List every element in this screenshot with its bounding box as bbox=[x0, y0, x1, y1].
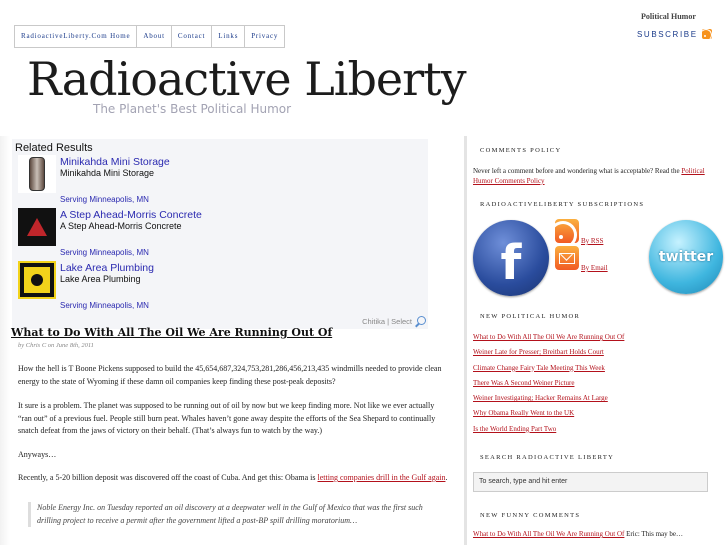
search-input[interactable]: To search, type and hit enter bbox=[473, 472, 708, 492]
humor-post-link[interactable]: Is the World Ending Part Two bbox=[473, 424, 557, 433]
logo-word-liberty: Liberty bbox=[304, 52, 466, 106]
plumbing-thumbnail[interactable] bbox=[18, 261, 56, 299]
subscribe-rss-link[interactable]: By RSS bbox=[581, 237, 604, 245]
recent-comment bbox=[473, 530, 683, 538]
result-title[interactable]: Lake Area Plumbing bbox=[60, 262, 154, 274]
humor-post-link[interactable]: Why Obama Really Went to the UK bbox=[473, 409, 575, 418]
result-title[interactable]: A Step Ahead-Morris Concrete bbox=[60, 209, 202, 221]
new-political-humor-heading: NEW POLITICAL HUMOR bbox=[480, 313, 581, 320]
storage-thumbnail[interactable] bbox=[18, 155, 56, 193]
post-paragraph: It sure is a problem. The planet was supposed to be running out of oil by now but we keep finding more. Not like we ever actually “ran out” of a previous fuel. People still burn peat. Whales haven’t gone away despite the efforts of the Sea Shepard to continually snatch defeat from the jaws of victory on their behalf. (That’s always fun to watch by the way.) bbox=[18, 401, 436, 435]
new-political-humor-list bbox=[473, 330, 624, 437]
new-funny-comments-heading: NEW FUNNY COMMENTS bbox=[480, 512, 581, 519]
email-icon[interactable] bbox=[555, 246, 579, 270]
header-tagline: Political Humor bbox=[641, 12, 696, 21]
subscribe-link[interactable] bbox=[637, 29, 712, 39]
site-logo[interactable] bbox=[27, 52, 466, 124]
comment-excerpt: Eric: This may be… bbox=[624, 530, 683, 538]
humor-post-link[interactable]: Weiner Late for Presser; Breitbart Holds Court bbox=[473, 348, 604, 357]
subscribe-email-link[interactable]: By Email bbox=[581, 264, 608, 272]
logo-word-radioactive: Radioactive bbox=[27, 52, 291, 106]
result-location[interactable]: Serving Minneapolis, MN bbox=[60, 195, 149, 204]
post-title-link[interactable]: What to Do With All The Oil We Are Running Out Of bbox=[11, 326, 333, 339]
result-description: Lake Area Plumbing bbox=[60, 274, 141, 284]
list-item bbox=[473, 391, 624, 406]
subscriptions-heading: RADIOACTIVELIBERTY SUBSCRIPTIONS bbox=[480, 201, 645, 208]
result-title[interactable]: Minikahda Mini Storage bbox=[60, 156, 170, 168]
post-text: . bbox=[445, 473, 448, 482]
nav-home-link[interactable]: RadioactiveLiberty.Com Home bbox=[15, 26, 137, 47]
related-result[interactable] bbox=[18, 155, 418, 205]
subscribe-label: SUBSCRIBE bbox=[637, 29, 698, 39]
humor-post-link[interactable]: There Was A Second Weiner Picture bbox=[473, 378, 575, 387]
facebook-icon[interactable]: f bbox=[473, 220, 549, 296]
related-results-title: Related Results bbox=[15, 142, 93, 154]
related-result[interactable] bbox=[18, 261, 418, 311]
magnifier-icon bbox=[415, 316, 426, 327]
policy-text: Never left a comment before and wondering what is acceptable? Read the bbox=[473, 167, 682, 175]
post-paragraph bbox=[18, 472, 448, 485]
comments-policy-link[interactable]: Political Humor Comments Policy bbox=[473, 167, 705, 185]
list-item bbox=[473, 361, 624, 376]
rss-icon bbox=[702, 29, 712, 39]
nav-links-link[interactable]: Links bbox=[212, 26, 245, 47]
result-location[interactable]: Serving Minneapolis, MN bbox=[60, 301, 149, 310]
post-paragraph: How the hell is T Boone Pickens supposed to build the 45,654,687,324,753,281,286,456,213,435 windmills needed to provide clean energy to the state of Wyoming if these damn oil companies keep finding these post-peak deposits? bbox=[18, 364, 442, 386]
result-location[interactable]: Serving Minneapolis, MN bbox=[60, 248, 149, 257]
nav-privacy-link[interactable]: Privacy bbox=[251, 32, 279, 40]
list-item bbox=[473, 376, 624, 391]
humor-post-link[interactable]: What to Do With All The Oil We Are Running Out Of bbox=[473, 333, 625, 341]
drilling-article-link[interactable]: letting companies drill in the Gulf again bbox=[317, 473, 446, 482]
nav-about-link[interactable]: About bbox=[137, 26, 172, 47]
post-paragraph: Anyways… bbox=[18, 450, 57, 459]
comments-policy-heading: COMMENTS POLICY bbox=[480, 147, 562, 154]
concrete-thumbnail[interactable] bbox=[18, 208, 56, 246]
result-description: A Step Ahead-Morris Concrete bbox=[60, 221, 182, 231]
logo-tagline: The Planet's Best Political Humor bbox=[93, 102, 292, 116]
related-result[interactable] bbox=[18, 208, 418, 258]
twitter-icon[interactable]: twitter bbox=[649, 220, 723, 294]
chitika-select-link[interactable] bbox=[362, 316, 426, 327]
post-meta: by Chris C on June 8th, 2011 bbox=[18, 342, 94, 349]
humor-post-link[interactable]: Climate Change Fairy Tale Meeting This Week bbox=[473, 363, 605, 372]
post-text: Recently, a 5-20 billion deposit was discovered off the coast of Cuba. And get this: Obama is bbox=[18, 473, 318, 482]
list-item bbox=[473, 345, 624, 360]
chitika-label: Chitika | Select bbox=[362, 317, 412, 326]
comments-policy-text bbox=[473, 166, 725, 186]
search-heading: SEARCH RADIOACTIVE LIBERTY bbox=[480, 454, 615, 461]
comment-post-link[interactable]: What to Do With All The Oil We Are Running Out Of bbox=[473, 530, 625, 538]
column-divider bbox=[464, 136, 467, 545]
top-nav bbox=[14, 25, 285, 48]
post-blockquote: Noble Energy Inc. on Tuesday reported an oil discovery at a deepwater well in the Gulf of Mexico that was the first such drilling project to receive a permit after the government lifted a post-BP spill drilling moratorium… bbox=[28, 502, 443, 527]
list-item bbox=[473, 422, 624, 437]
humor-post-link[interactable]: Weiner Investigating; Hacker Remains At Large bbox=[473, 394, 608, 403]
list-item bbox=[473, 330, 624, 345]
list-item bbox=[473, 406, 624, 421]
rss-feed-icon[interactable] bbox=[555, 219, 579, 243]
nav-contact-link[interactable]: Contact bbox=[172, 26, 212, 47]
result-description: Minikahda Mini Storage bbox=[60, 168, 155, 178]
related-results-ad bbox=[12, 139, 428, 329]
